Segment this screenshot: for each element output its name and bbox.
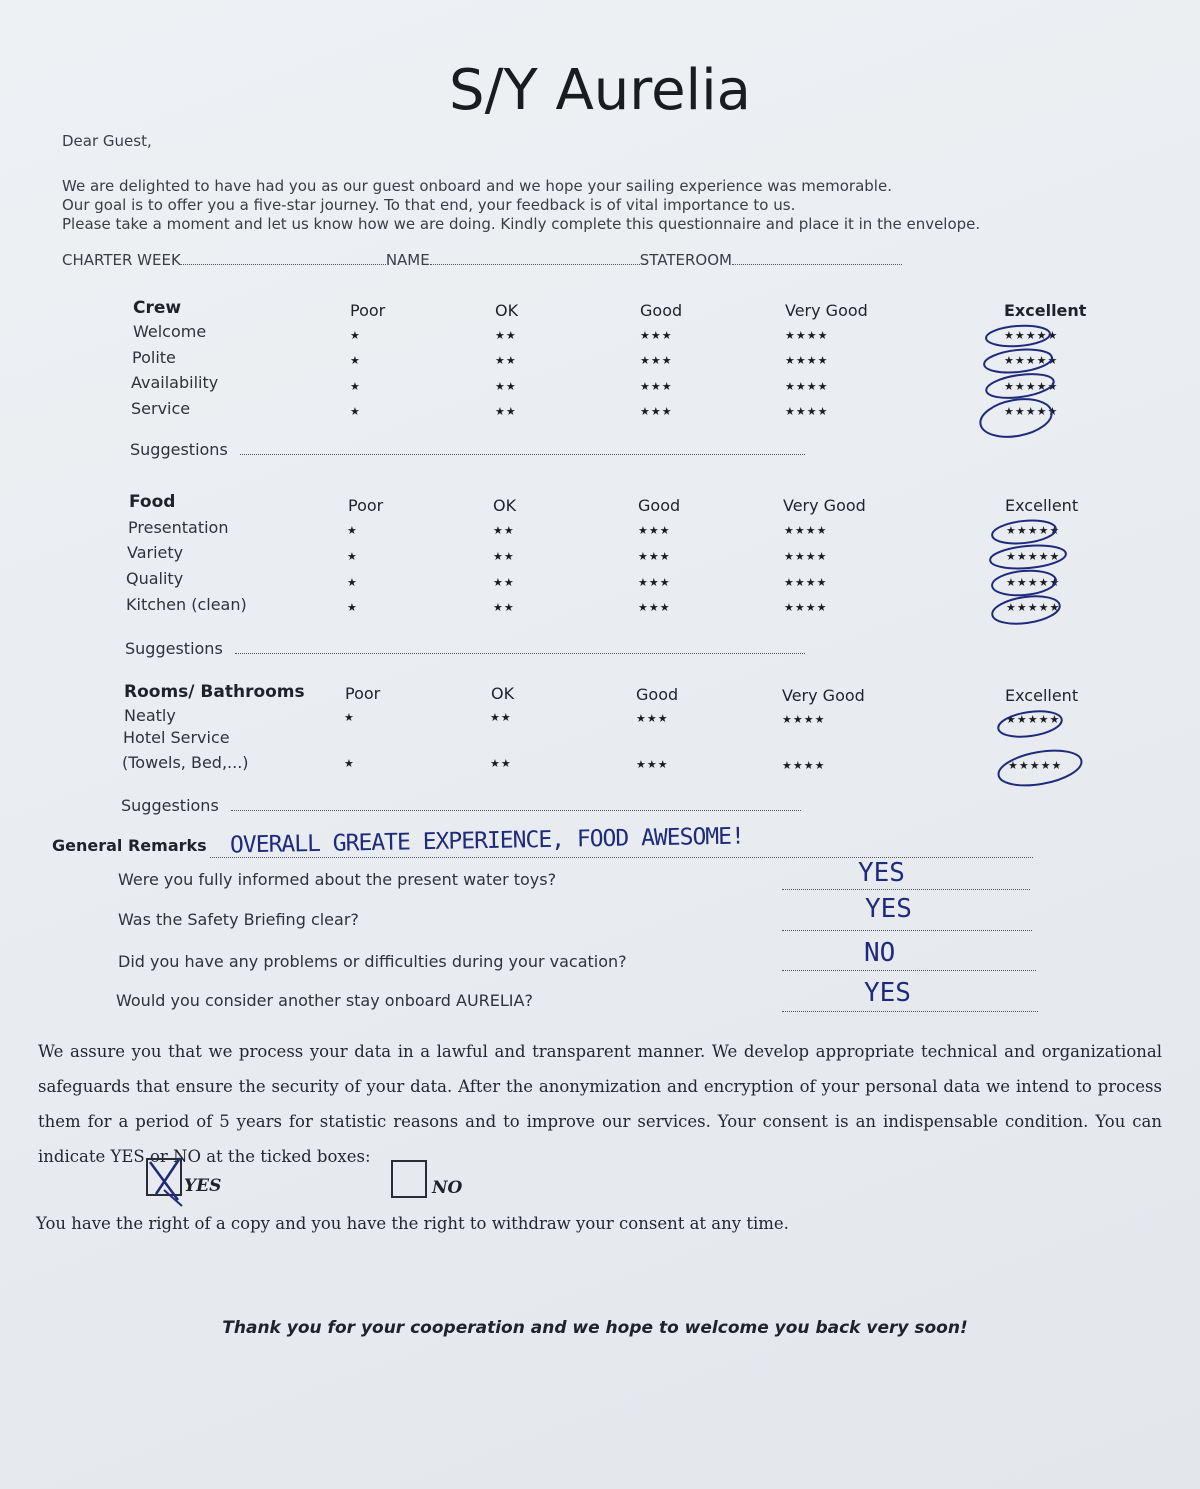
col-poor: Poor xyxy=(345,684,381,703)
rating-poor[interactable]: ★ xyxy=(344,711,355,724)
rights-text: You have the right of a copy and you have the right to withdraw your consent at any time. xyxy=(36,1214,789,1233)
rooms-suggestions xyxy=(121,796,801,815)
col-excellent: Excellent xyxy=(1004,301,1087,320)
general-remarks-answer: OVERALL GREATE EXPERIENCE, FOOD AWESOME! xyxy=(229,823,745,859)
suggestions-label: Suggestions xyxy=(121,796,219,815)
answer-4: YES xyxy=(864,978,911,1008)
rating-poor[interactable]: ★ xyxy=(350,405,361,418)
check-mark-icon xyxy=(142,1152,186,1208)
col-good: Good xyxy=(638,496,681,515)
row-label: Service xyxy=(131,399,191,418)
answer-2: YES xyxy=(865,894,912,924)
rating-ok[interactable]: ★★ xyxy=(495,380,517,393)
rating-very-good[interactable]: ★★★★ xyxy=(785,405,829,418)
rating-poor[interactable]: ★ xyxy=(350,329,361,342)
intro-line-2: Our goal is to offer you a five-star journey. To that end, your feedback is of vital importance to us. xyxy=(62,196,796,214)
rating-good[interactable]: ★★★ xyxy=(640,380,673,393)
rating-good[interactable]: ★★★ xyxy=(640,354,673,367)
rating-poor[interactable]: ★ xyxy=(347,550,358,563)
col-good: Good xyxy=(640,301,683,320)
suggestions-label: Suggestions xyxy=(125,639,223,658)
rating-good[interactable]: ★★★ xyxy=(636,758,669,771)
general-remarks-label: General Remarks xyxy=(52,836,207,855)
rating-excellent[interactable]: ★★★★★ xyxy=(1006,601,1061,614)
rating-good[interactable]: ★★★ xyxy=(636,712,669,725)
row-label: Quality xyxy=(126,569,184,588)
rating-excellent[interactable]: ★★★★★ xyxy=(1004,329,1059,342)
rating-ok[interactable]: ★★ xyxy=(493,601,515,614)
rating-very-good[interactable]: ★★★★ xyxy=(784,524,828,537)
row-label: Kitchen (clean) xyxy=(126,595,247,614)
name-field[interactable] xyxy=(430,252,640,265)
section-title: Food xyxy=(129,492,176,512)
answer-4-field[interactable] xyxy=(782,1010,1038,1012)
col-very-good: Very Good xyxy=(783,496,866,515)
row-label: Variety xyxy=(127,543,184,562)
answer-2-field[interactable] xyxy=(782,929,1032,931)
charter-week-field[interactable] xyxy=(181,252,386,265)
rating-very-good[interactable]: ★★★★ xyxy=(785,354,829,367)
rating-ok[interactable]: ★★ xyxy=(493,524,515,537)
rating-poor[interactable]: ★ xyxy=(347,576,358,589)
rating-ok[interactable]: ★★ xyxy=(495,354,517,367)
answer-3: NO xyxy=(864,938,896,968)
greeting: Dear Guest, xyxy=(62,132,152,150)
consent-no-checkbox[interactable] xyxy=(391,1160,427,1198)
charter-week-label: CHARTER WEEK xyxy=(62,251,181,269)
answer-1: YES xyxy=(858,858,905,888)
col-good: Good xyxy=(636,685,679,704)
rating-excellent[interactable]: ★★★★★ xyxy=(1004,380,1059,393)
question-1: Were you fully informed about the present water toys? xyxy=(118,870,557,889)
rating-very-good[interactable]: ★★★★ xyxy=(784,576,828,589)
rating-ok[interactable]: ★★ xyxy=(495,405,517,418)
rating-ok[interactable]: ★★ xyxy=(490,757,512,770)
consent-yes-checkbox[interactable] xyxy=(146,1158,182,1196)
intro-line-1: We are delighted to have had you as our guest onboard and we hope your sailing experience was memorable. xyxy=(62,177,892,195)
question-3: Did you have any problems or difficulties during your vacation? xyxy=(118,952,627,971)
rating-ok[interactable]: ★★ xyxy=(493,550,515,563)
suggestions-field[interactable] xyxy=(231,798,801,811)
section-title: Crew xyxy=(133,298,182,318)
rating-excellent[interactable]: ★★★★★ xyxy=(1006,713,1061,726)
rating-poor[interactable]: ★ xyxy=(350,354,361,367)
row-label: Presentation xyxy=(128,518,229,537)
row-label: Welcome xyxy=(133,322,207,341)
rating-poor[interactable]: ★ xyxy=(350,380,361,393)
col-ok: OK xyxy=(493,496,517,515)
rating-good[interactable]: ★★★ xyxy=(638,576,671,589)
answer-3-field[interactable] xyxy=(782,969,1036,971)
food-suggestions xyxy=(125,639,805,658)
rating-excellent[interactable]: ★★★★★ xyxy=(1004,405,1059,418)
rating-good[interactable]: ★★★ xyxy=(638,601,671,614)
col-poor: Poor xyxy=(350,301,386,320)
suggestions-field[interactable] xyxy=(235,641,805,654)
stateroom-field[interactable] xyxy=(732,252,902,265)
intro-line-3: Please take a moment and let us know how we are doing. Kindly complete this questionnaire and place it in the envelope. xyxy=(62,215,981,233)
question-2: Was the Safety Briefing clear? xyxy=(118,910,359,929)
answer-1-field[interactable] xyxy=(782,888,1030,890)
rating-excellent[interactable]: ★★★★★ xyxy=(1008,759,1063,772)
row-label: Neatly xyxy=(124,706,176,725)
row-label: Polite xyxy=(132,348,176,367)
col-excellent: Excellent xyxy=(1005,686,1079,705)
consent-yes-label: YES xyxy=(184,1176,222,1196)
charter-fields xyxy=(62,251,902,269)
col-poor: Poor xyxy=(348,496,384,515)
rating-very-good[interactable]: ★★★★ xyxy=(782,713,826,726)
rating-poor[interactable]: ★ xyxy=(344,757,355,770)
rating-ok[interactable]: ★★ xyxy=(493,576,515,589)
suggestions-field[interactable] xyxy=(240,442,805,455)
section-title: Rooms/ Bathrooms xyxy=(124,682,305,702)
col-ok: OK xyxy=(491,684,515,703)
rating-poor[interactable]: ★ xyxy=(347,524,358,537)
consent-no-label: NO xyxy=(432,1178,463,1198)
rating-excellent[interactable]: ★★★★★ xyxy=(1006,576,1061,589)
rating-excellent[interactable]: ★★★★★ xyxy=(1006,550,1061,563)
question-4: Would you consider another stay onboard AURELIA? xyxy=(116,991,533,1010)
row-label: (Towels, Bed,...) xyxy=(122,753,249,772)
rating-very-good[interactable]: ★★★★ xyxy=(785,380,829,393)
rating-good[interactable]: ★★★ xyxy=(638,550,671,563)
rating-very-good[interactable]: ★★★★ xyxy=(784,550,828,563)
stateroom-label: STATEROOM xyxy=(639,251,732,269)
rating-good[interactable]: ★★★ xyxy=(640,405,673,418)
col-excellent: Excellent xyxy=(1005,496,1079,515)
row-label: Hotel Service xyxy=(123,728,230,747)
rating-good[interactable]: ★★★ xyxy=(638,524,671,537)
suggestions-label: Suggestions xyxy=(130,440,228,459)
rating-excellent[interactable]: ★★★★★ xyxy=(1006,524,1061,537)
rating-good[interactable]: ★★★ xyxy=(640,329,673,342)
name-label: NAME xyxy=(385,251,430,269)
rating-poor[interactable]: ★ xyxy=(347,601,358,614)
page-title: S/Y Aurelia xyxy=(449,58,751,123)
rating-very-good[interactable]: ★★★★ xyxy=(782,759,826,772)
col-ok: OK xyxy=(495,301,519,320)
data-protection-text: We assure you that we process your data in a lawful and transparent manner. We develop appropriate technical and organizational safeguards that ensure the security of your data. After the anonymization and encryption of your personal data we intend to process them for a period of 5 years for statistic reasons and to improve our services. Your consent is an indispensable condition. You can indicate YES or NO at the ticked boxes: xyxy=(38,1042,1162,1166)
thank-you-note: Thank you for your cooperation and we hope to welcome you back very soon! xyxy=(222,1318,968,1338)
rating-excellent[interactable]: ★★★★★ xyxy=(1004,354,1059,367)
rating-very-good[interactable]: ★★★★ xyxy=(785,329,829,342)
rating-very-good[interactable]: ★★★★ xyxy=(784,601,828,614)
rating-ok[interactable]: ★★ xyxy=(490,711,512,724)
col-very-good: Very Good xyxy=(785,301,868,320)
col-very-good: Very Good xyxy=(782,686,865,705)
rating-ok[interactable]: ★★ xyxy=(495,329,517,342)
crew-suggestions xyxy=(130,440,805,459)
row-label: Availability xyxy=(131,373,219,392)
